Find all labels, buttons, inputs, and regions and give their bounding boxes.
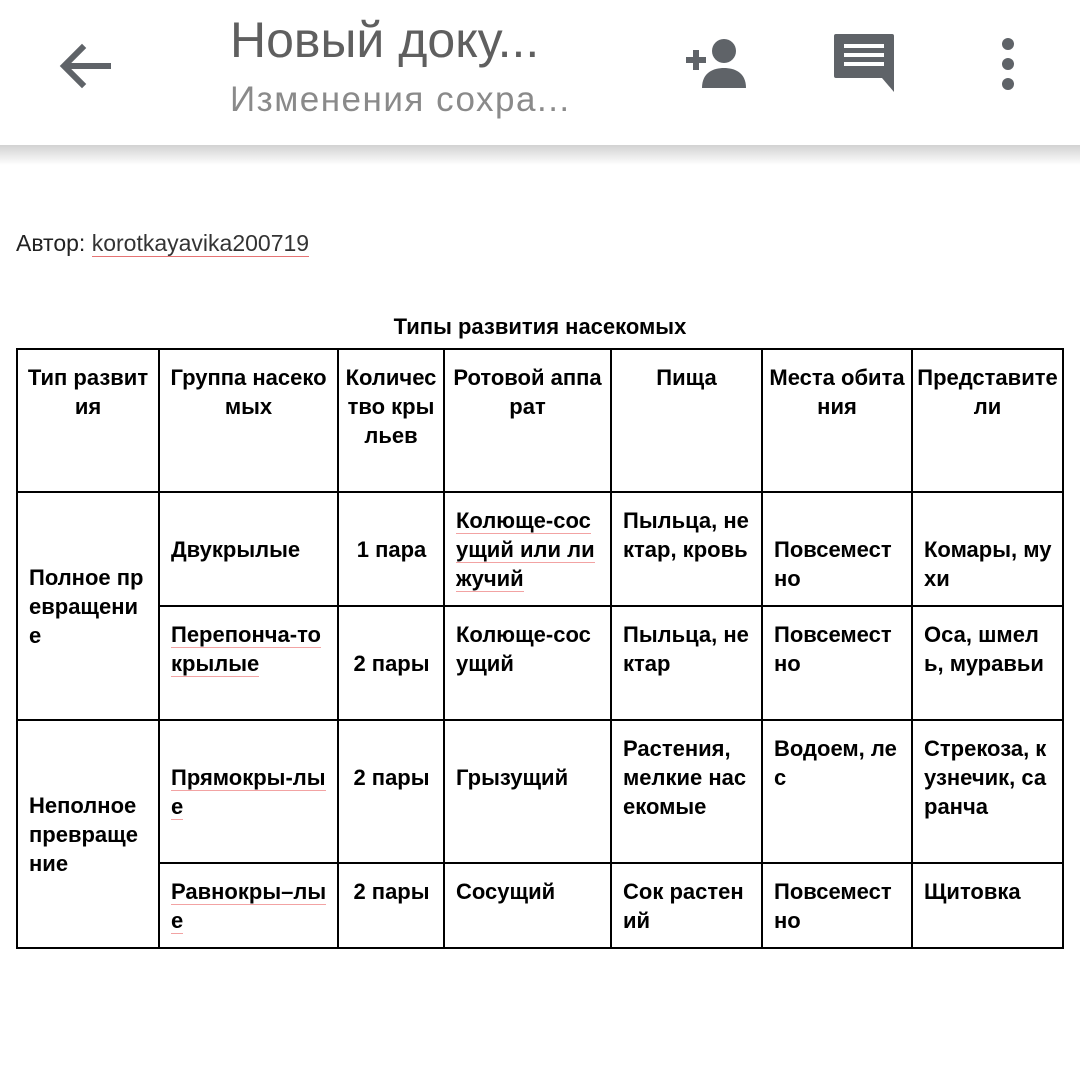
examples-cell: Оса, шмель, муравьи [912,606,1063,720]
group-text: Перепонча-токрылые [171,622,321,676]
header-cell: Пища [611,349,762,492]
habitat-cell: Повсеместно [762,863,912,948]
author-line [16,230,309,257]
development-type-cell: Полное превращение [17,492,159,720]
habitat-cell: Водоем, лес [762,720,912,863]
group-cell: Двукрылые [159,492,338,606]
mouth-cell [444,492,611,606]
mouth-cell: Грызущий [444,720,611,863]
more-options-button[interactable] [990,36,1026,92]
save-status: Изменения сохра... [230,80,571,119]
table-title: Типы развития насекомых [393,314,687,339]
more-vert-icon [990,36,1026,92]
development-type-cell: Неполное превращение [17,720,159,948]
author-name[interactable]: korotkayavika200719 [91,230,310,256]
wings-cell: 2 пары [338,863,444,948]
app-toolbar [0,0,1080,145]
examples-cell: Комары, мухи [912,492,1063,606]
arrow-left-icon [52,38,116,94]
group-text: Прямокры-лые [171,765,326,819]
table-row [17,720,1063,863]
habitat-cell: Повсеместно [762,492,912,606]
wings-cell: 2 пары [338,606,444,720]
toolbar-shadow [0,145,1080,165]
document-header [230,10,650,122]
insect-development-table [16,348,1064,949]
header-cell: Тип развития [17,349,159,492]
examples-cell: Щитовка [912,863,1063,948]
table-row [17,606,1063,720]
group-cell [159,720,338,863]
table-row [17,863,1063,948]
header-cell: Группа насекомых [159,349,338,492]
food-cell: Сок растений [611,863,762,948]
document-title[interactable]: Новый доку... [230,12,540,68]
group-text: Равнокры–лые [171,879,327,933]
header-cell: Количество крыльев [338,349,444,492]
mouth-text: Колюще-сосущий или лижучий [456,508,595,591]
back-button[interactable] [52,38,116,94]
examples-cell: Стрекоза, кузнечик, саранча [912,720,1063,863]
wings-cell: 1 пара [338,492,444,606]
group-cell [159,863,338,948]
group-cell [159,606,338,720]
table-header-row [17,349,1063,492]
comments-button[interactable] [832,32,896,94]
comment-icon [832,32,896,94]
mouth-cell: Сосущий [444,863,611,948]
habitat-cell: Повсеместно [762,606,912,720]
food-cell: Пыльца, нектар, кровь [611,492,762,606]
food-cell: Растения, мелкие насекомые [611,720,762,863]
header-cell: Ротовой аппарат [444,349,611,492]
food-cell: Пыльца, нектар [611,606,762,720]
header-cell: Места обитания [762,349,912,492]
person-add-icon [684,36,756,92]
share-button[interactable] [684,36,756,92]
header-cell: Представители [912,349,1063,492]
wings-cell: 2 пары [338,720,444,863]
mouth-cell: Колюще-сосущий [444,606,611,720]
author-label: Автор: [16,230,86,256]
table-row [17,492,1063,606]
